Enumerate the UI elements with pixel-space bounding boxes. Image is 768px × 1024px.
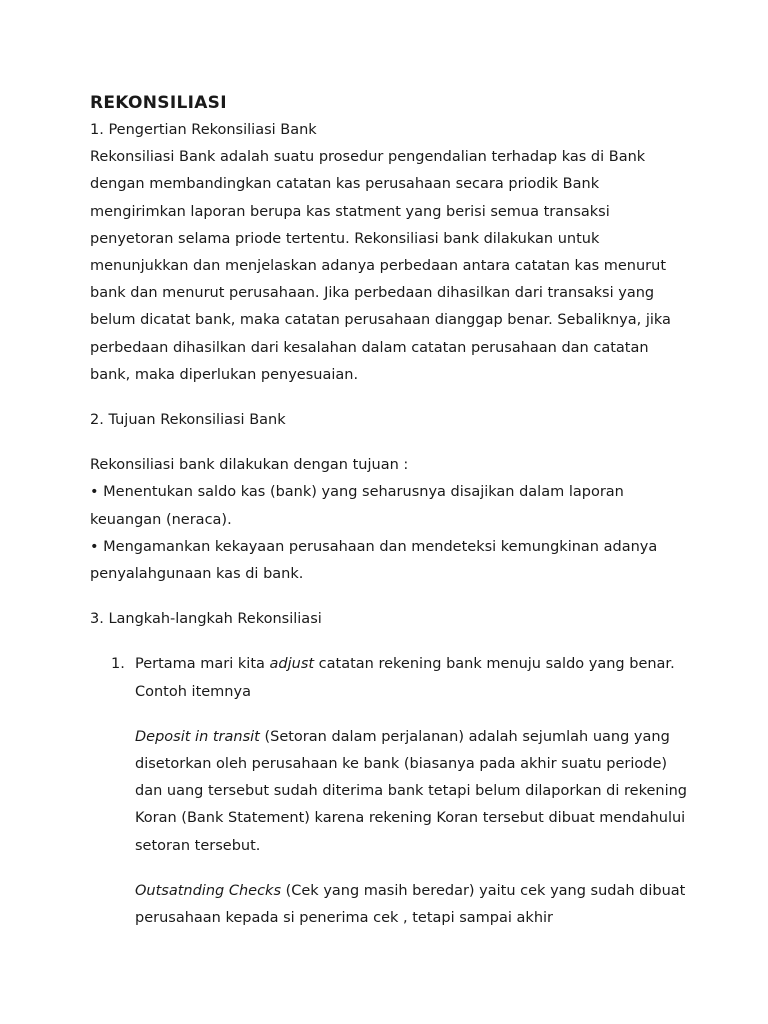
- outstanding-checks-term: Outsatnding Checks: [135, 882, 281, 899]
- step-1-number: 1.: [111, 656, 125, 673]
- section-1-heading: 1. Pengertian Rekonsiliasi Bank: [90, 122, 317, 138]
- document-page: [90, 90, 690, 932]
- deposit-in-transit-paragraph: [135, 724, 690, 860]
- section-3-heading: 3. Langkah-langkah Rekonsiliasi: [90, 611, 322, 628]
- step-1-text-before: Pertama mari kita: [135, 656, 270, 673]
- section-2-heading: 2. Tujuan Rekonsiliasi Bank: [90, 412, 286, 429]
- outstanding-checks-paragraph: [135, 878, 690, 932]
- step-1-text-italic: adjust: [269, 656, 315, 673]
- deposit-in-transit-text: (Setoran dalam perjalanan) adalah sejumlah uang yang disetorkan oleh perusahaan ke bank (biasanya pada akhir suatu periode) dan uang tersebut sudah diterima bank tetapi belum dilaporkan di rekening Koran (Bank Statement) karena rekening Koran tersebut dibuat mendahului setoran tersebut.: [135, 728, 687, 854]
- section-1-paragraph: Rekonsiliasi Bank adalah suatu prosedur pengendalian terhadap kas di Bank dengan membandingkan catatan kas perusahaan secara priodik Bank mengirimkan laporan berupa kas statment yang berisi semua transaksi penyetoran selama priode tertentu. Rekonsiliasi bank dilakukan untuk menunjukkan dan menjelaskan adanya perbedaan antara catatan kas menurut bank dan menurut perusahaan. Jika perbedaan dihasilkan dari transaksi yang belum dicatat bank, maka catatan perusahaan dianggap benar. Sebaliknya, jika perbedaan dihasilkan dari kesalahan dalam catatan perusahaan dan catatan bank, maka diperlukan penyesuaian.: [90, 149, 671, 383]
- step-1-list-item: [90, 651, 690, 705]
- deposit-in-transit-term: Deposit in transit: [135, 728, 260, 745]
- section-2-bullet-1: • Menentukan saldo kas (bank) yang seharusnya disajikan dalam laporan keuangan (neraca).: [90, 484, 624, 528]
- step-1-text-after: catatan rekening bank menuju saldo yang benar. Contoh itemnya: [135, 656, 675, 700]
- document-title: REKONSILIASI: [90, 93, 227, 113]
- section-2-bullet-2: • Mengamankan kekayaan perusahaan dan mendeteksi kemungkinan adanya penyalahgunaan kas di bank.: [90, 538, 658, 583]
- outstanding-checks-text: (Cek yang masih beredar) yaitu cek yang sudah dibuat perusahaan kepada si penerima cek , tetapi sampai akhir: [135, 882, 686, 927]
- section-2-intro: Rekonsiliasi bank dilakukan dengan tujuan :: [90, 457, 409, 474]
